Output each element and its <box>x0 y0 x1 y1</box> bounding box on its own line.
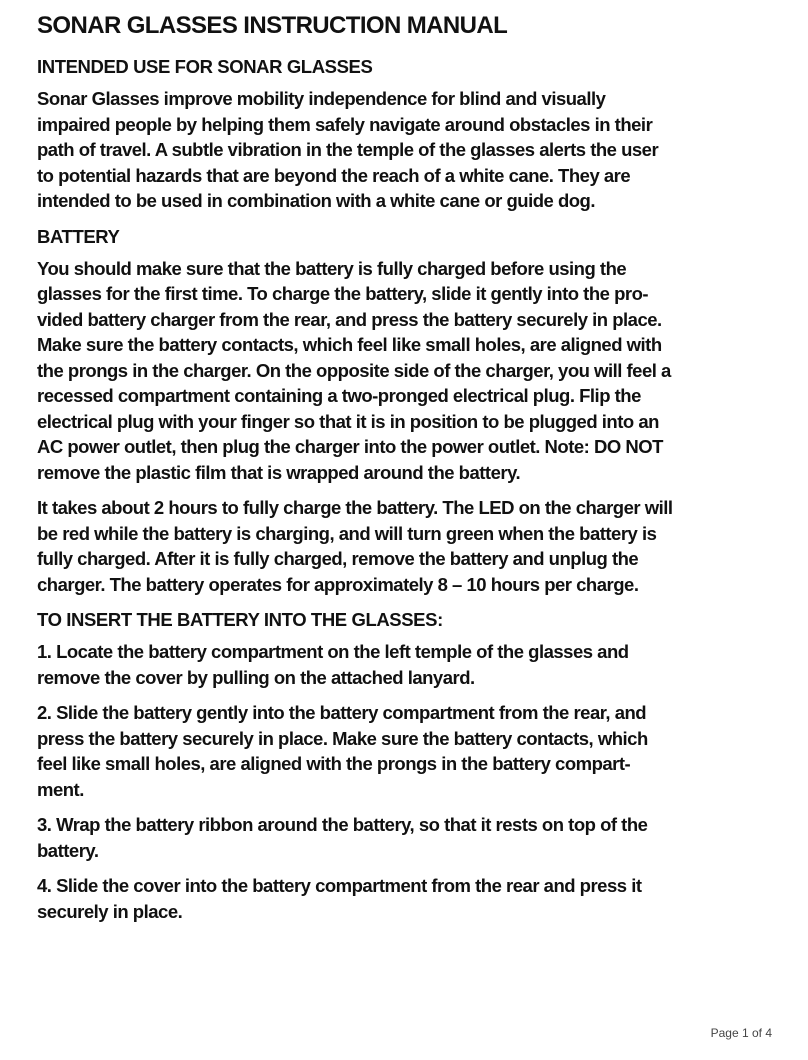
section-heading: BATTERY <box>37 225 120 247</box>
text-line: 2. Slide the battery gently into the battery compartment from the rear, and <box>37 702 647 723</box>
text-line: fully charged. After it is fully charged, remove the battery and unplug the <box>37 548 639 569</box>
text-line: vided battery charger from the rear, and press the battery securely in place. <box>37 308 662 330</box>
text-line: be red while the battery is charging, and will turn green when the battery is <box>37 522 657 544</box>
section-insert-battery <box>37 607 772 924</box>
text-line: to potential hazards that are beyond the reach of a white cane. They are <box>37 164 631 186</box>
text-line: ment. <box>37 778 84 800</box>
text-line: You should make sure that the battery is fully charged before using the <box>37 257 627 279</box>
text-line: intended to be used in combination with a white cane or guide dog. <box>37 190 595 211</box>
paragraph <box>37 256 772 486</box>
section-battery <box>37 224 772 598</box>
paragraph <box>37 86 772 214</box>
text-line: securely in place. <box>37 900 183 922</box>
text-line: 3. Wrap the battery ribbon around the battery, so that it rests on top of the <box>37 814 648 835</box>
text-line: battery. <box>37 839 99 861</box>
step-item <box>37 639 772 690</box>
step-item <box>37 700 772 802</box>
section-intended-use <box>37 54 772 214</box>
text-line: 4. Slide the cover into the battery compartment from the rear and press it <box>37 875 642 896</box>
section-heading: INTENDED USE FOR SONAR GLASSES <box>37 56 373 77</box>
text-line: remove the cover by pulling on the attached lanyard. <box>37 666 475 688</box>
text-line: Sonar Glasses improve mobility independence for blind and visually <box>37 88 606 109</box>
text-line: Make sure the battery contacts, which feel like small holes, are aligned with <box>37 334 662 355</box>
section-heading: TO INSERT THE BATTERY INTO THE GLASSES: <box>37 609 443 630</box>
text-line: charger. The battery operates for approximately 8 – 10 hours per charge. <box>37 573 639 595</box>
text-line: 1. Locate the battery compartment on the left temple of the glasses and <box>37 641 629 662</box>
text-line: recessed compartment containing a two-pronged electrical plug. Flip the <box>37 385 641 406</box>
text-line: feel like small holes, are aligned with the prongs in the battery compart- <box>37 753 631 774</box>
text-line: the prongs in the charger. On the opposite side of the charger, you will feel a <box>37 359 671 381</box>
text-line: electrical plug with your finger so that it is in position to be plugged into an <box>37 410 659 432</box>
document-page <box>37 10 772 934</box>
text-line: impaired people by helping them safely navigate around obstacles in their <box>37 113 653 135</box>
text-line: press the battery securely in place. Make sure the battery contacts, which <box>37 727 648 749</box>
step-item <box>37 873 772 924</box>
paragraph <box>37 495 772 597</box>
step-item <box>37 812 772 863</box>
text-line: It takes about 2 hours to fully charge the battery. The LED on the charger will <box>37 497 673 518</box>
document-title: SONAR GLASSES INSTRUCTION MANUAL <box>37 12 508 39</box>
text-line: AC power outlet, then plug the charger into the power outlet. Note: DO NOT <box>37 436 663 457</box>
page-number: Page 1 of 4 <box>710 1026 772 1040</box>
text-line: remove the plastic film that is wrapped around the battery. <box>37 461 521 483</box>
text-line: glasses for the first time. To charge the battery, slide it gently into the pro- <box>37 283 649 304</box>
text-line: path of travel. A subtle vibration in the temple of the glasses alerts the user <box>37 139 659 160</box>
